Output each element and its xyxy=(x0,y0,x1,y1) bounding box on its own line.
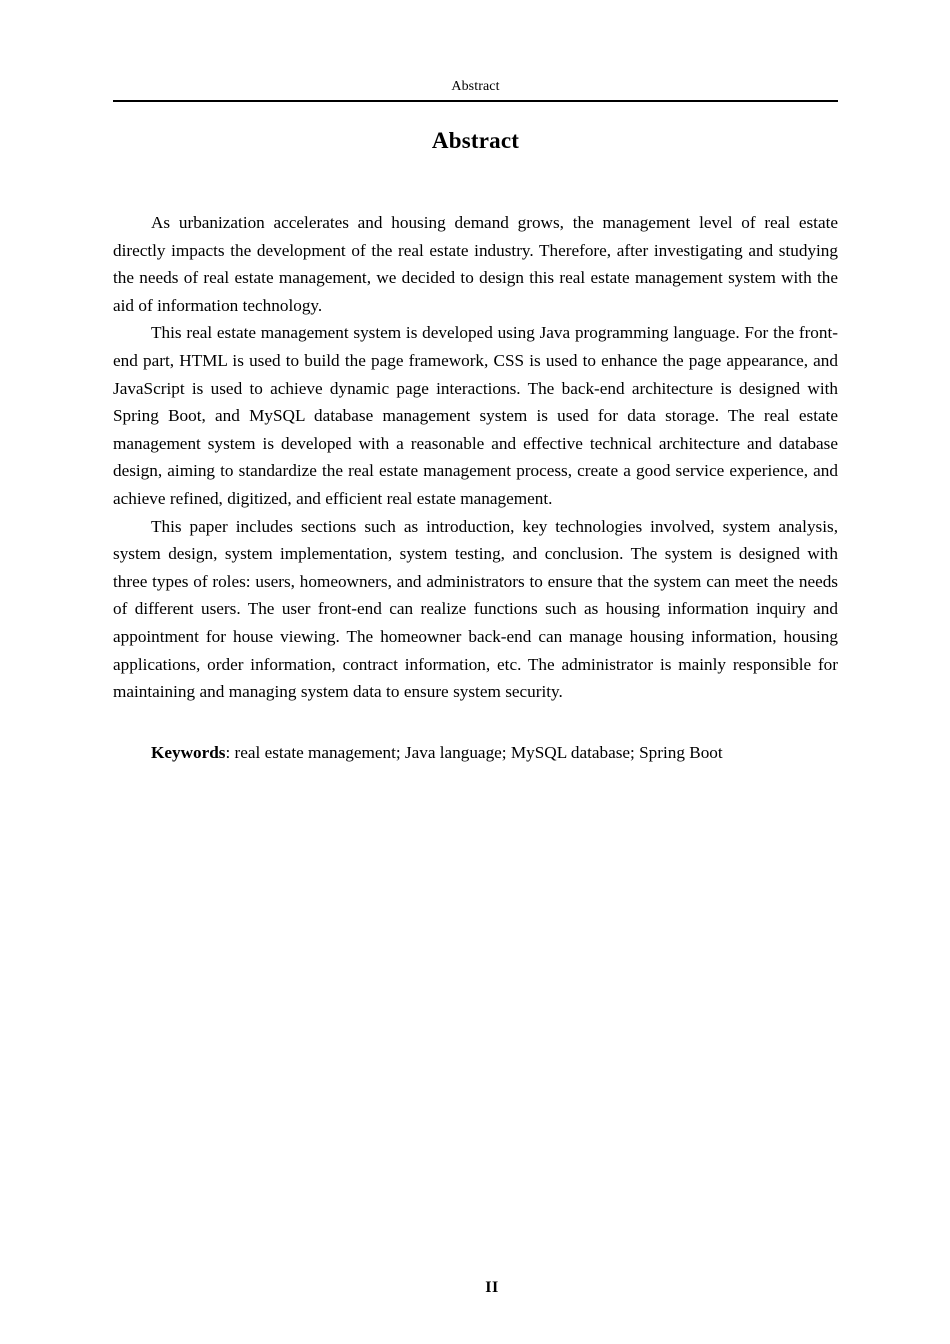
page-title: Abstract xyxy=(431,128,520,153)
abstract-body xyxy=(113,209,838,766)
keywords-value: : real estate management; Java language; MySQL database; Spring Boot xyxy=(225,742,723,762)
keywords-line xyxy=(113,739,838,767)
header-rule xyxy=(113,100,838,102)
keywords-label: Keywords xyxy=(151,742,226,762)
abstract-paragraph-3: This paper includes sections such as introduction, key technologies involved, system analysis, system design, system implementation, system testing, and conclusion. The system is designed with three types of roles: users, homeowners, and administrators to ensure that the system can meet the needs of different users. The user front-end can realize functions such as housing information inquiry and appointment for house viewing. The homeowner back-end can manage housing information, housing applications, order information, contract information, etc. The administrator is mainly responsible for maintaining and managing system data to ensure system security. xyxy=(113,516,838,702)
abstract-paragraph-2: This real estate management system is developed using Java programming language. For the front-end part, HTML is used to build the page framework, CSS is used to enhance the page appearance, and JavaScript is used to achieve dynamic page interactions. The back-end architecture is designed with Spring Boot, and MySQL database management system is used for data storage. The real estate management system is developed with a reasonable and effective technical architecture and database design, aiming to standardize the real estate management process, create a good service experience, and achieve refined, digitized, and efficient real estate management. xyxy=(113,323,838,508)
page-number: II xyxy=(485,1279,499,1296)
abstract-paragraph-1: As urbanization accelerates and housing demand grows, the management level of real estate directly impacts the development of the real estate industry. Therefore, after investigating and studying the needs of real estate management, we decided to design this real estate management system with the aid of information technology. xyxy=(113,213,838,315)
running-header: Abstract xyxy=(451,79,500,94)
page-content xyxy=(113,126,838,766)
